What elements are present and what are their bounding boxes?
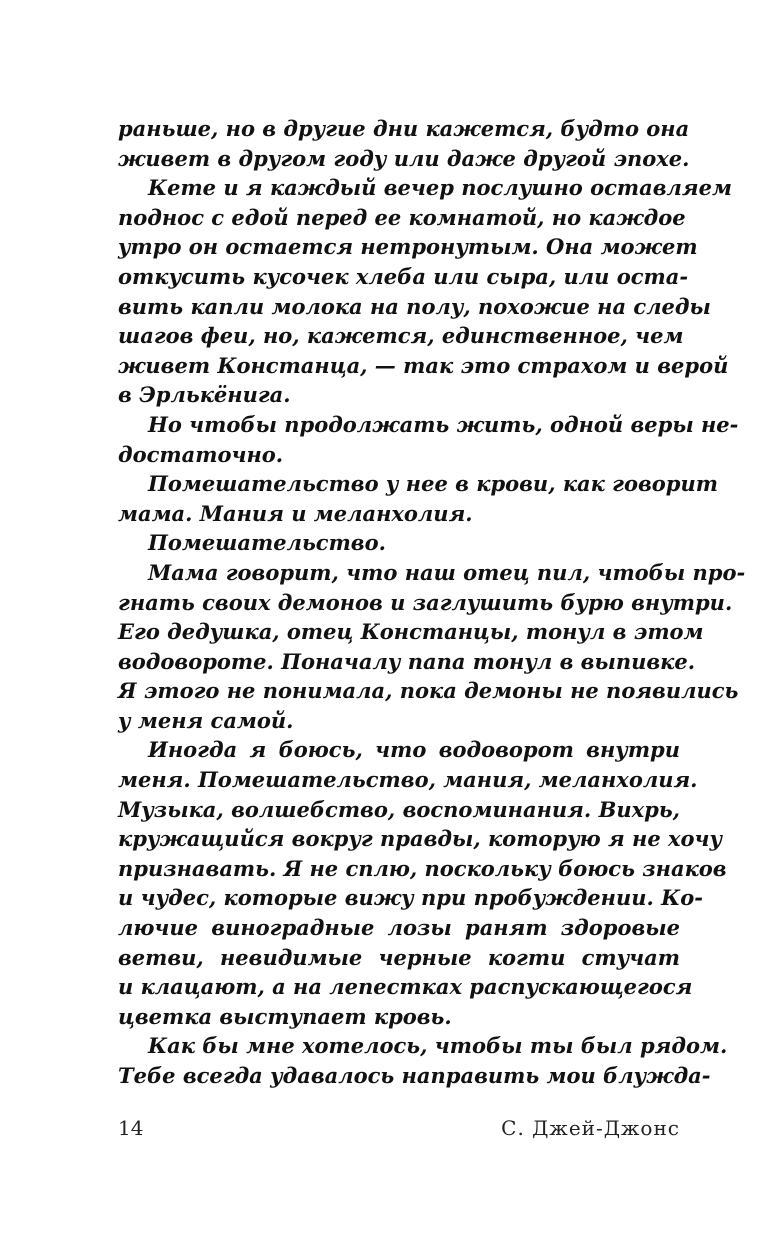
text-line: поднос с едой перед ее комнатой, но каждое (118, 204, 686, 230)
text-line: Помешательство. (148, 530, 386, 556)
text-line: Мама говорит, что наш отец пил, чтобы про- (148, 559, 746, 585)
text-line: ветви, невидимые черные когти стучат (118, 944, 680, 970)
text-line: гнать своих демонов и заглушить бурю внутри. (118, 589, 733, 615)
text-line: живет Констанца, — так это страхом и верой (118, 352, 729, 378)
text-line: мама. Мания и меланхолия. (118, 500, 473, 526)
text-line: у меня самой. (118, 707, 294, 733)
text-line: Его дедушка, отец Констанцы, тонул в этом (118, 619, 704, 645)
text-line: Я этого не понимала, пока демоны не появились (118, 678, 739, 704)
text-line: раньше, но в другие дни кажется, будто она (118, 116, 690, 141)
text-line: живет в другом году или даже другой эпохе. (118, 145, 690, 171)
text-line: шагов феи, но, кажется, единственное, чем (118, 323, 684, 349)
page-number: 14 (118, 1116, 144, 1140)
text-line: цветка выступает кровь. (118, 1003, 452, 1029)
text-line: меня. Помешательство, мания, меланхолия. (118, 767, 698, 793)
running-footer-author: С. Джей-Джонс (501, 1116, 680, 1140)
text-line: лючие виноградные лозы ранят здоровые (118, 915, 680, 941)
text-line: Кете и я каждый вечер послушно оставляем (148, 175, 732, 201)
text-line: в Эрлькёнига. (118, 382, 291, 408)
text-line: водовороте. Поначалу папа тонул в выпивке. (118, 648, 696, 674)
text-line: и чудес, которые вижу при пробуждении. Ко- (118, 885, 703, 911)
text-line: Иногда я боюсь, что водоворот внутри (148, 737, 680, 763)
text-line: Тебе всегда удавалось направить мои блужда- (118, 1063, 711, 1088)
text-line: кружащийся вокруг правды, которую я не хочу (118, 826, 723, 852)
text-line: вить капли молока на полу, похожие на следы (118, 293, 711, 319)
text-line: и клацают, а на лепестках распускающегося (118, 974, 693, 1000)
text-line: Как бы мне хотелось, чтобы ты был рядом. (148, 1033, 728, 1059)
text-line: Помешательство у нее в крови, как говорит (148, 471, 718, 497)
body-text (118, 114, 746, 1091)
text-line: Но чтобы продолжать жить, одной веры не- (148, 411, 739, 437)
text-line: достаточно. (118, 441, 284, 467)
text-line: Музыка, волшебство, воспоминания. Вихрь, (118, 796, 680, 822)
text-line: откусить кусочек хлеба или сыра, или оста- (118, 263, 689, 289)
text-line: признавать. Я не сплю, поскольку боюсь знаков (118, 855, 727, 881)
text-line: утро он остается нетронутым. Она может (118, 234, 698, 260)
